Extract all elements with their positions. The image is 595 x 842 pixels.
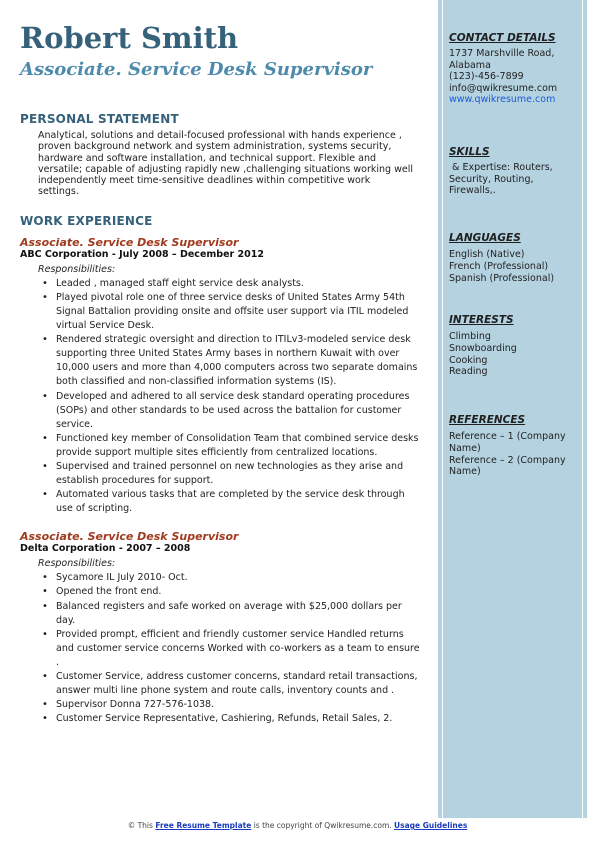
duty-item: • Leaded , managed staff eight service desk analysts.	[56, 277, 421, 291]
skills-text: & Expertise: Routers, Security, Routing, Firewalls,.	[449, 162, 556, 196]
interests-block	[449, 314, 579, 378]
sidebar-heading-references: REFERENCES	[449, 414, 526, 426]
sidebar-border	[442, 0, 583, 818]
job-title: Associate. Service Desk Supervisor	[20, 530, 239, 544]
interest-item: Cooking	[449, 354, 488, 366]
job-company-dates: ABC Corporation - July 2008 – December 2012	[20, 248, 264, 260]
duty-list	[20, 277, 425, 517]
duty-item: • Functioned key member of Consolidation Team that combined service desks provide support multiple sites efficiently from centralized locations.	[56, 432, 421, 460]
duty-list	[20, 571, 425, 726]
interest-item: Reading	[449, 366, 488, 378]
job-entry	[20, 236, 425, 517]
footer-prefix: © This	[127, 821, 156, 830]
duty-item: • Balanced registers and safe worked on average with $25,000 dollars per day.	[56, 600, 421, 628]
skills-block	[449, 146, 579, 197]
language-item: Spanish (Professional)	[449, 272, 555, 284]
duty-item: • Played pivotal role one of three service desks of United States Army 54th Signal Battalion providing onsite and offsite user support via ITIL modeled virtual Service Desk.	[56, 291, 421, 333]
contact-address: 1737 Marshville Road, Alabama	[449, 48, 555, 71]
candidate-title: Associate. Service Desk Supervisor	[20, 59, 373, 80]
duty-item: • Opened the front end.	[56, 585, 421, 599]
duty-item: • Automated various tasks that are completed by the service desk through use of scripting.	[56, 488, 421, 516]
language-item: French (Professional)	[449, 260, 549, 272]
personal-statement-text: Analytical, solutions and detail-focused professional with hands experience , proven background network and system administration, systems security, hardware and software installation, and technical support. Flexible and versatile; capable of adjusting rapidly new ,challenging situations working well independently meet time-sensitive deadlines within competitive work settings.	[38, 130, 413, 198]
interest-item: Snowboarding	[449, 342, 517, 354]
responsibilities-label: Responsibilities:	[38, 263, 116, 275]
job-title: Associate. Service Desk Supervisor	[20, 235, 239, 249]
sidebar	[438, 0, 587, 818]
responsibilities-label: Responsibilities:	[38, 558, 116, 570]
contact-email[interactable]: info@qwikresume.com	[449, 82, 558, 94]
reference-item: Reference – 2 (Company Name)	[449, 454, 566, 478]
references-block	[449, 414, 579, 478]
duty-item: • Customer Service, address customer concerns, standard retail transactions, answer multi line phone system and route calls, inventory counts and .	[56, 670, 421, 698]
section-heading-statement: PERSONAL STATEMENT	[20, 112, 179, 126]
language-item: English (Native)	[449, 249, 525, 260]
sidebar-heading-contact: CONTACT DETAILS	[449, 32, 556, 44]
duty-item: • Developed and adhered to all service desk standard operating procedures (SOPs) and other standards to be used across the battalion for customer service.	[56, 390, 421, 432]
duty-item: • Rendered strategic oversight and direction to ITILv3-modeled service desk supporting three United States Army bases in northern Kuwait with over 10,000 users and more than 4,000 computers across two separate domains both classified and non-classified information systems (IS).	[56, 333, 421, 389]
free-resume-template-link[interactable]: Free Resume Template	[155, 821, 252, 830]
interests-list	[449, 331, 579, 378]
footer	[0, 821, 595, 830]
sidebar-heading-languages: LANGUAGES	[449, 232, 521, 244]
duty-item: • Provided prompt, efficient and friendly customer service Handled returns and customer service concerns Worked with co-workers as a team to ensure .	[56, 628, 421, 670]
candidate-name: Robert Smith	[20, 21, 239, 55]
duty-item: • Supervised and trained personnel on new technologies as they arise and establish procedures for support.	[56, 460, 421, 488]
references-list	[449, 431, 579, 478]
section-heading-experience: WORK EXPERIENCE	[20, 213, 153, 228]
job-company-dates: Delta Corporation - 2007 – 2008	[20, 543, 191, 555]
duty-item: • Customer Service Representative, Cashiering, Refunds, Retail Sales, 2.	[56, 712, 421, 726]
interest-item: Climbing	[449, 331, 491, 342]
languages-list	[449, 249, 579, 284]
sidebar-heading-interests: INTERESTS	[449, 314, 514, 326]
contact-phone: (123)-456-7899	[449, 71, 524, 82]
usage-guidelines-link[interactable]: Usage Guidelines	[394, 821, 468, 830]
contact-website[interactable]: www.qwikresume.com	[449, 94, 556, 105]
job-entry	[20, 530, 425, 726]
sidebar-heading-skills: SKILLS	[449, 146, 490, 158]
footer-middle: is the copyright of Qwikresume.com.	[251, 821, 395, 830]
main-column	[20, 18, 425, 726]
reference-item: Reference – 1 (Company Name)	[449, 431, 566, 454]
contact-details	[449, 48, 579, 106]
duty-item: • Supervisor Donna 727-576-1038.	[56, 698, 421, 712]
languages-block	[449, 232, 579, 284]
contact-block	[449, 32, 579, 106]
duty-item: • Sycamore IL July 2010- Oct.	[56, 571, 421, 585]
